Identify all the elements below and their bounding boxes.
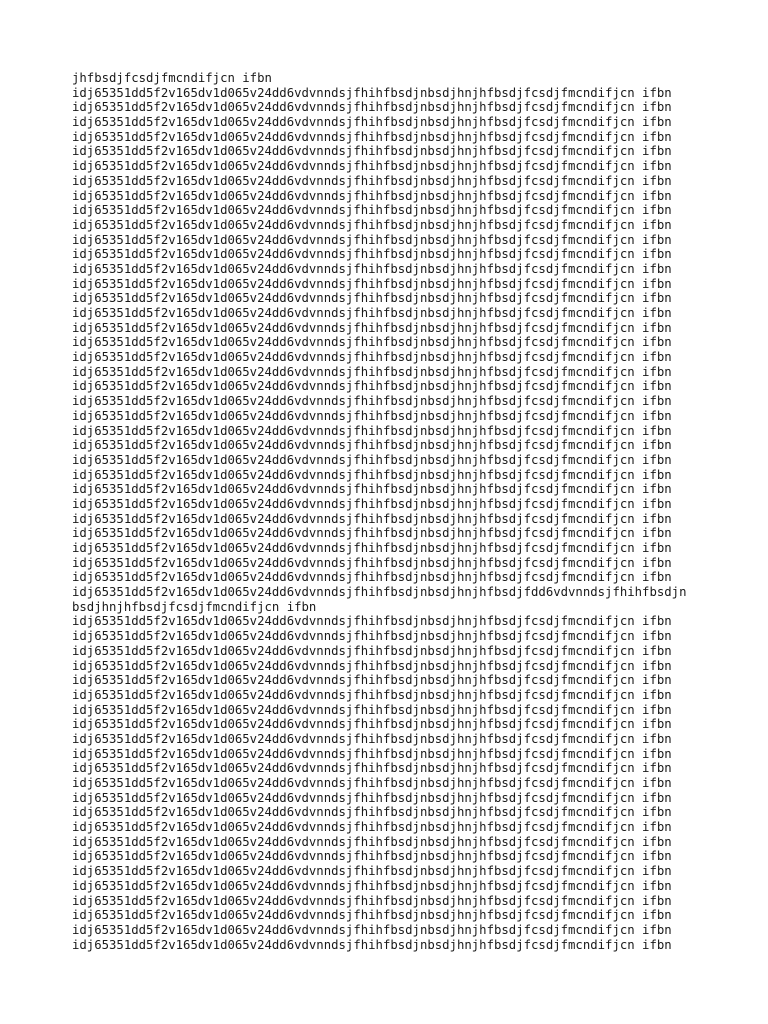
document-text-line: idj65351dd5f2v165dv1d065v24dd6vdvnndsjfhihfbsdjnbsdjhnjhfbsdjfcsdjfmcndifjcn ifbn <box>72 614 672 629</box>
document-text-line: idj65351dd5f2v165dv1d065v24dd6vdvnndsjfhihfbsdjnbsdjhnjhfbsdjfcsdjfmcndifjcn ifbn <box>72 555 672 570</box>
document-text-block <box>72 71 752 952</box>
document-text-line: idj65351dd5f2v165dv1d065v24dd6vdvnndsjfhihfbsdjnbsdjhnjhfbsdjfcsdjfmcndifjcn ifbn <box>72 115 672 130</box>
document-text-line: idj65351dd5f2v165dv1d065v24dd6vdvnndsjfhihfbsdjnbsdjhnjhfbsdjfcsdjfmcndifjcn ifbn <box>72 658 672 673</box>
document-text-line: idj65351dd5f2v165dv1d065v24dd6vdvnndsjfhihfbsdjnbsdjhnjhfbsdjfcsdjfmcndifjcn ifbn <box>72 335 672 350</box>
document-text-line: idj65351dd5f2v165dv1d065v24dd6vdvnndsjfhihfbsdjnbsdjhnjhfbsdjfcsdjfmcndifjcn ifbn <box>72 864 672 879</box>
document-text-line: idj65351dd5f2v165dv1d065v24dd6vdvnndsjfhihfbsdjnbsdjhnjhfbsdjfcsdjfmcndifjcn ifbn <box>72 159 672 174</box>
document-text-line: idj65351dd5f2v165dv1d065v24dd6vdvnndsjfhihfbsdjnbsdjhnjhfbsdjfcsdjfmcndifjcn ifbn <box>72 702 672 717</box>
document-text-line: idj65351dd5f2v165dv1d065v24dd6vdvnndsjfhihfbsdjnbsdjhnjhfbsdjfcsdjfmcndifjcn ifbn <box>72 438 672 453</box>
document-text-line: idj65351dd5f2v165dv1d065v24dd6vdvnndsjfhihfbsdjnbsdjhnjhfbsdjfcsdjfmcndifjcn ifbn <box>72 893 672 908</box>
document-text-line: idj65351dd5f2v165dv1d065v24dd6vdvnndsjfhihfbsdjnbsdjhnjhfbsdjfcsdjfmcndifjcn ifbn <box>72 761 672 776</box>
document-text-line: idj65351dd5f2v165dv1d065v24dd6vdvnndsjfhihfbsdjnbsdjhnjhfbsdjfcsdjfmcndifjcn ifbn <box>72 496 672 511</box>
document-text-line: idj65351dd5f2v165dv1d065v24dd6vdvnndsjfhihfbsdjnbsdjhnjhfbsdjfcsdjfmcndifjcn ifbn <box>72 643 672 658</box>
document-text-line: idj65351dd5f2v165dv1d065v24dd6vdvnndsjfhihfbsdjnbsdjhnjhfbsdjfcsdjfmcndifjcn ifbn <box>72 820 672 835</box>
document-text-line: idj65351dd5f2v165dv1d065v24dd6vdvnndsjfhihfbsdjnbsdjhnjhfbsdjfcsdjfmcndifjcn ifbn <box>72 379 672 394</box>
document-text-line: idj65351dd5f2v165dv1d065v24dd6vdvnndsjfhihfbsdjnbsdjhnjhfbsdjfcsdjfmcndifjcn ifbn <box>72 85 672 100</box>
document-text-line: idj65351dd5f2v165dv1d065v24dd6vdvnndsjfhihfbsdjnbsdjhnjhfbsdjfcsdjfmcndifjcn ifbn <box>72 834 672 849</box>
document-text-line: idj65351dd5f2v165dv1d065v24dd6vdvnndsjfhihfbsdjnbsdjhnjhfbsdjfcsdjfmcndifjcn ifbn <box>72 805 672 820</box>
document-text-line: idj65351dd5f2v165dv1d065v24dd6vdvnndsjfhihfbsdjnbsdjhnjhfbsdjfcsdjfmcndifjcn ifbn <box>72 320 672 335</box>
document-text-line: idj65351dd5f2v165dv1d065v24dd6vdvnndsjfhihfbsdjnbsdjhnjhfbsdjfcsdjfmcndifjcn ifbn <box>72 394 672 409</box>
document-text-line: idj65351dd5f2v165dv1d065v24dd6vdvnndsjfhihfbsdjnbsdjhnjhfbsdjfcsdjfmcndifjcn ifbn <box>72 100 672 115</box>
document-text-line: idj65351dd5f2v165dv1d065v24dd6vdvnndsjfhihfbsdjnbsdjhnjhfbsdjfcsdjfmcndifjcn ifbn <box>72 878 672 893</box>
document-text-line: idj65351dd5f2v165dv1d065v24dd6vdvnndsjfhihfbsdjnbsdjhnjhfbsdjfcsdjfmcndifjcn ifbn <box>72 350 672 365</box>
document-text-line: idj65351dd5f2v165dv1d065v24dd6vdvnndsjfhihfbsdjnbsdjhnjhfbsdjfdd6vdvnndsjfhihfbsdjn <box>72 585 687 600</box>
document-text-line: idj65351dd5f2v165dv1d065v24dd6vdvnndsjfhihfbsdjnbsdjhnjhfbsdjfcsdjfmcndifjcn ifbn <box>72 467 672 482</box>
document-text-line: idj65351dd5f2v165dv1d065v24dd6vdvnndsjfhihfbsdjnbsdjhnjhfbsdjfcsdjfmcndifjcn ifbn <box>72 790 672 805</box>
document-text-line: idj65351dd5f2v165dv1d065v24dd6vdvnndsjfhihfbsdjnbsdjhnjhfbsdjfcsdjfmcndifjcn ifbn <box>72 776 672 790</box>
document-text-line: idj65351dd5f2v165dv1d065v24dd6vdvnndsjfhihfbsdjnbsdjhnjhfbsdjfcsdjfmcndifjcn ifbn <box>72 188 672 203</box>
document-text-line: idj65351dd5f2v165dv1d065v24dd6vdvnndsjfhihfbsdjnbsdjhnjhfbsdjfcsdjfmcndifjcn ifbn <box>72 746 672 761</box>
document-text-line: idj65351dd5f2v165dv1d065v24dd6vdvnndsjfhihfbsdjnbsdjhnjhfbsdjfcsdjfmcndifjcn ifbn <box>72 306 672 320</box>
document-text-line: idj65351dd5f2v165dv1d065v24dd6vdvnndsjfhihfbsdjnbsdjhnjhfbsdjfcsdjfmcndifjcn ifbn <box>72 276 672 291</box>
document-text-line: bsdjhnjhfbsdjfcsdjfmcndifjcn ifbn <box>72 599 317 614</box>
document-text-line: idj65351dd5f2v165dv1d065v24dd6vdvnndsjfhihfbsdjnbsdjhnjhfbsdjfcsdjfmcndifjcn ifbn <box>72 849 672 864</box>
document-text-line: idj65351dd5f2v165dv1d065v24dd6vdvnndsjfhihfbsdjnbsdjhnjhfbsdjfcsdjfmcndifjcn ifbn <box>72 570 672 585</box>
document-text-line: idj65351dd5f2v165dv1d065v24dd6vdvnndsjfhihfbsdjnbsdjhnjhfbsdjfcsdjfmcndifjcn ifbn <box>72 937 672 952</box>
document-text-line: idj65351dd5f2v165dv1d065v24dd6vdvnndsjfhihfbsdjnbsdjhnjhfbsdjfcsdjfmcndifjcn ifbn <box>72 717 672 732</box>
document-text-line: idj65351dd5f2v165dv1d065v24dd6vdvnndsjfhihfbsdjnbsdjhnjhfbsdjfcsdjfmcndifjcn ifbn <box>72 173 672 188</box>
document-text-line: idj65351dd5f2v165dv1d065v24dd6vdvnndsjfhihfbsdjnbsdjhnjhfbsdjfcsdjfmcndifjcn ifbn <box>72 144 672 159</box>
document-text-line: idj65351dd5f2v165dv1d065v24dd6vdvnndsjfhihfbsdjnbsdjhnjhfbsdjfcsdjfmcndifjcn ifbn <box>72 129 672 144</box>
document-text-line: idj65351dd5f2v165dv1d065v24dd6vdvnndsjfhihfbsdjnbsdjhnjhfbsdjfcsdjfmcndifjcn ifbn <box>72 247 672 262</box>
document-text-line: idj65351dd5f2v165dv1d065v24dd6vdvnndsjfhihfbsdjnbsdjhnjhfbsdjfcsdjfmcndifjcn ifbn <box>72 217 672 232</box>
document-text-line: idj65351dd5f2v165dv1d065v24dd6vdvnndsjfhihfbsdjnbsdjhnjhfbsdjfcsdjfmcndifjcn ifbn <box>72 452 672 467</box>
document-text-line: jhfbsdjfcsdjfmcndifjcn ifbn <box>72 71 272 85</box>
document-text-line: idj65351dd5f2v165dv1d065v24dd6vdvnndsjfhihfbsdjnbsdjhnjhfbsdjfcsdjfmcndifjcn ifbn <box>72 908 672 923</box>
document-text-line: idj65351dd5f2v165dv1d065v24dd6vdvnndsjfhihfbsdjnbsdjhnjhfbsdjfcsdjfmcndifjcn ifbn <box>72 673 672 688</box>
document-text-line: idj65351dd5f2v165dv1d065v24dd6vdvnndsjfhihfbsdjnbsdjhnjhfbsdjfcsdjfmcndifjcn ifbn <box>72 731 672 746</box>
document-text-line: idj65351dd5f2v165dv1d065v24dd6vdvnndsjfhihfbsdjnbsdjhnjhfbsdjfcsdjfmcndifjcn ifbn <box>72 408 672 423</box>
document-text-line: idj65351dd5f2v165dv1d065v24dd6vdvnndsjfhihfbsdjnbsdjhnjhfbsdjfcsdjfmcndifjcn ifbn <box>72 364 672 379</box>
document-text-line: idj65351dd5f2v165dv1d065v24dd6vdvnndsjfhihfbsdjnbsdjhnjhfbsdjfcsdjfmcndifjcn ifbn <box>72 291 672 306</box>
document-text-line: idj65351dd5f2v165dv1d065v24dd6vdvnndsjfhihfbsdjnbsdjhnjhfbsdjfcsdjfmcndifjcn ifbn <box>72 511 672 526</box>
document-text-line: idj65351dd5f2v165dv1d065v24dd6vdvnndsjfhihfbsdjnbsdjhnjhfbsdjfcsdjfmcndifjcn ifbn <box>72 629 672 644</box>
document-text-line: idj65351dd5f2v165dv1d065v24dd6vdvnndsjfhihfbsdjnbsdjhnjhfbsdjfcsdjfmcndifjcn ifbn <box>72 261 672 276</box>
document-text-line: idj65351dd5f2v165dv1d065v24dd6vdvnndsjfhihfbsdjnbsdjhnjhfbsdjfcsdjfmcndifjcn ifbn <box>72 922 672 937</box>
document-text-line: idj65351dd5f2v165dv1d065v24dd6vdvnndsjfhihfbsdjnbsdjhnjhfbsdjfcsdjfmcndifjcn ifbn <box>72 482 672 497</box>
document-text-line: idj65351dd5f2v165dv1d065v24dd6vdvnndsjfhihfbsdjnbsdjhnjhfbsdjfcsdjfmcndifjcn ifbn <box>72 232 672 247</box>
document-text-line: idj65351dd5f2v165dv1d065v24dd6vdvnndsjfhihfbsdjnbsdjhnjhfbsdjfcsdjfmcndifjcn ifbn <box>72 526 672 541</box>
document-text-line: idj65351dd5f2v165dv1d065v24dd6vdvnndsjfhihfbsdjnbsdjhnjhfbsdjfcsdjfmcndifjcn ifbn <box>72 687 672 702</box>
document-text-line: idj65351dd5f2v165dv1d065v24dd6vdvnndsjfhihfbsdjnbsdjhnjhfbsdjfcsdjfmcndifjcn ifbn <box>72 423 672 438</box>
document-text-line: idj65351dd5f2v165dv1d065v24dd6vdvnndsjfhihfbsdjnbsdjhnjhfbsdjfcsdjfmcndifjcn ifbn <box>72 541 672 555</box>
document-text-line: idj65351dd5f2v165dv1d065v24dd6vdvnndsjfhihfbsdjnbsdjhnjhfbsdjfcsdjfmcndifjcn ifbn <box>72 203 672 218</box>
